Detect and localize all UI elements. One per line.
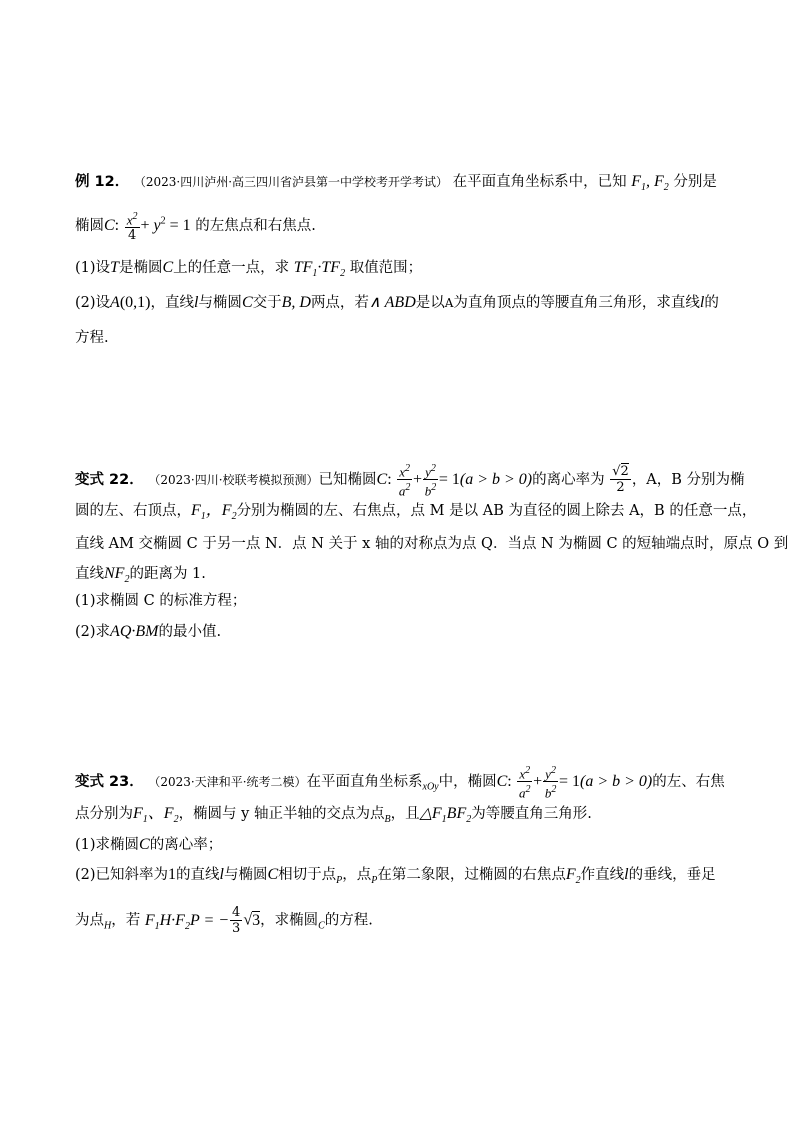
v22-two: 2 xyxy=(616,480,625,496)
ex12-q2-a: (2)设 xyxy=(75,295,111,311)
ex12-q1-c: 上的任意一点，求 xyxy=(173,260,290,276)
ex12-q2 xyxy=(75,293,719,313)
v23-l5d: 的方程. xyxy=(324,912,373,929)
v23-line1: 变式 23． （2023·天津和平·统考二模）在平面直角坐标系$_{xOy}$中，椭圆C: $\frac{x^2}{a^2}$ + $\frac{y^2}{b^2}$ = 1(a > b > 0)的左、右焦 xyxy=(75,765,725,801)
ex12-q2-tri: ∧ ABD xyxy=(368,294,416,311)
v22-label: 变式 22． xyxy=(75,471,144,488)
v22-line4 xyxy=(75,564,206,590)
ex12-source: （2023·四川泸州·高三四川省泸县第一中学校考开学考试） xyxy=(133,175,449,189)
v23-l5b: ，若 xyxy=(111,912,141,929)
v23-cond: (a > b > 0) xyxy=(579,772,653,790)
v23-q2d: 相切于点 xyxy=(278,867,337,883)
ex12-q2-c: 与椭圆 xyxy=(198,295,242,311)
v23-frac-43: $\frac{4}{3}$ xyxy=(232,905,241,936)
ex12-q2-pt: (0,1) xyxy=(119,294,151,311)
ex12-line2: 椭圆C: $\frac{x^2}{4}$ + $y^2 = 1$ 的左焦点和右焦点. xyxy=(75,211,316,244)
v23-q2a: (2)已知斜率为 xyxy=(75,867,169,883)
v23-frac-y: $\frac{y^2}{b^2}$ xyxy=(544,765,557,801)
v23-q1-text: (1)求椭圆 xyxy=(75,837,140,853)
ex12-q2-d: 交于 xyxy=(252,295,282,311)
v23-source: （2023·天津和平·统考二模） xyxy=(148,774,307,789)
v22-vec: AQ·BM xyxy=(110,623,159,640)
v22-ecc: 的离心率为 xyxy=(532,471,605,488)
ex12-C: C xyxy=(104,217,115,235)
v22-q2b: 的最小值. xyxy=(158,624,222,640)
v22-q1 xyxy=(75,591,246,611)
v22-q2 xyxy=(75,622,221,642)
v23-l5a: 为点 xyxy=(75,912,104,929)
v22-ecc-value: $\frac{√2}{2}$ xyxy=(612,464,629,496)
v23-l2c: ，且 xyxy=(390,806,420,822)
ex12-q2-e: 两点，若 xyxy=(310,295,369,311)
ex12-q2-i: 方程. xyxy=(75,330,109,346)
v23-intro2: 中，椭圆 xyxy=(438,773,497,790)
v22-line3 xyxy=(75,534,788,554)
v23-q2b: 的直线 xyxy=(176,867,220,883)
v23-q2f: 在第二象限，过椭圆的右焦点 xyxy=(377,867,566,883)
v22-q2a: (2)求 xyxy=(75,624,111,640)
ex12-q2-C: C xyxy=(241,294,253,311)
v22-line1: 变式 22． （2023·四川·校联考模拟预测）已知椭圆C: $\frac{x^2}{a^2}$ + $\frac{y^2}{b^2}$ = 1(a > b > 0)的离心率为 $\frac{√2}{2}$ ，A，B 分别为椭 xyxy=(75,463,745,499)
v23-intro: 在平面直角坐标系 xyxy=(306,773,423,790)
v23-q2: (2)已知斜率为1的直线l与椭圆C相切于点$_P$，点$_P$在第二象限，过椭圆的右焦点$F_2$作直线l的垂线，垂足 xyxy=(75,866,716,887)
ex12-q1-a: (1)设 xyxy=(75,260,111,276)
v23-tri: $\triangle F_1BF_2$ xyxy=(419,805,472,826)
v22-frac-y: $\frac{y^2}{b^2}$ xyxy=(424,463,437,499)
ex12-q2-l: l xyxy=(193,294,199,311)
v22-l2: 圆的左、右顶点， xyxy=(75,503,191,519)
v22-l4b: 的距离为 1. xyxy=(129,566,206,582)
v23-after: 的左、右焦 xyxy=(652,773,725,790)
v22-nf2: $NF_2$ xyxy=(104,565,130,586)
v22-cond: (a > b > 0) xyxy=(459,470,533,488)
ex12-ellipse-prefix: 椭圆 xyxy=(75,218,104,235)
v23-q2c: 与椭圆 xyxy=(224,867,268,883)
v22-frac-x: $\frac{x^2}{a^2}$ xyxy=(398,463,411,499)
v22-line2 xyxy=(75,501,756,527)
ex12-after-foci: 分别是 xyxy=(673,174,717,190)
ex12-q1-b: 是椭圆 xyxy=(118,260,163,276)
v22-l2b: 分别为椭圆的左、右焦点，点 M 是以 AB 为直径的圆上除去 A，B 的任意一点， xyxy=(236,503,757,519)
ex12-q2-g: 为直角顶点的等腰直角三角形，求直线 xyxy=(453,295,700,311)
ex12-q1 xyxy=(75,258,422,284)
v23-xoy: xOy xyxy=(422,781,439,793)
ex12-line1 xyxy=(75,172,717,198)
v23-frac-x: $\frac{x^2}{a^2}$ xyxy=(519,765,531,801)
ex12-q1-vec: $TF_1\cdot TF_2$ xyxy=(293,259,346,280)
ex12-q2-h: 的 xyxy=(704,295,719,311)
v23-line2: 点分别为$F_1$、$F_2$，椭圆与 y 轴正半轴的交点为点$_B$，且$\triangle F_1BF_2$为等腰直角三角形. xyxy=(75,805,592,826)
v23-label: 变式 23． xyxy=(75,773,144,790)
ex12-intro: 在平面直角坐标系中，已知 xyxy=(452,174,627,190)
v23-l5c: ，求椭圆 xyxy=(260,912,319,929)
ex12-q1-T: T xyxy=(110,259,119,276)
ex12-q1-d: 取值范围； xyxy=(349,260,423,276)
v23-q1b: 的离心率； xyxy=(149,837,223,853)
v23-q2e: ，点 xyxy=(342,867,372,883)
ex12-q2-A: A xyxy=(110,294,120,311)
v22-q1-text: (1)求椭圆 C 的标准方程； xyxy=(75,593,247,609)
v22-source: （2023·四川·校联考模拟预测） xyxy=(148,472,319,487)
ex12-label: 例 12． xyxy=(75,174,130,190)
v22-f1f2: $F_1$，$F_2$ xyxy=(191,502,237,523)
v23-l2d: 为等腰直角三角形. xyxy=(471,806,592,822)
v22-intro: 已知椭圆 xyxy=(318,471,377,488)
v23-q2g: 作直线 xyxy=(580,867,625,883)
v23-line5: 为点$_H$，若 $F_1H\cdot F_2P$ = − $\frac{4}{3}$ √3，求椭圆$_C$的方程. xyxy=(75,905,373,936)
v22-l3: 直线 AM 交椭圆 C 于另一点 N．点 N 关于 x 轴的对称点为点 Q．当点 N 为椭圆 C 的短轴端点时，原点 O 到 xyxy=(75,536,789,552)
v23-l2b: ，椭圆与 y 轴正半轴的交点为点 xyxy=(178,806,385,822)
v23-f1f2: $F_1$、$F_2$ xyxy=(133,805,179,826)
ex12-q2-l2: l xyxy=(699,294,705,311)
ex12-q1-C: C xyxy=(162,259,174,276)
v23-q1: (1)求椭圆C的离心率； xyxy=(75,836,223,853)
ex12-frac: $\frac{x^2}{4}$ xyxy=(126,211,138,244)
ex12-foci: $F_1$, $F_2$ xyxy=(631,173,669,194)
v23-q2h: 的垂线，垂足 xyxy=(628,867,716,883)
v23-dot-product: $F_1H\cdot F_2P$ = − xyxy=(144,911,230,932)
ex12-q2-f: 是以 xyxy=(415,295,445,311)
ex12-q2-A2: A xyxy=(444,296,454,310)
v22-l4a: 直线 xyxy=(75,566,104,582)
v22-after: ，A，B 分别为椭 xyxy=(631,471,745,488)
ex12-q2-BD: B, D xyxy=(281,294,311,311)
ex12-q2-line2 xyxy=(75,328,109,348)
v23-l2a: 点分别为 xyxy=(75,806,133,822)
ex12-after-eq: 的左焦点和右焦点. xyxy=(195,218,316,235)
v22-sqrt2: 2 xyxy=(620,464,629,480)
ex12-q2-b: ，直线 xyxy=(150,295,194,311)
